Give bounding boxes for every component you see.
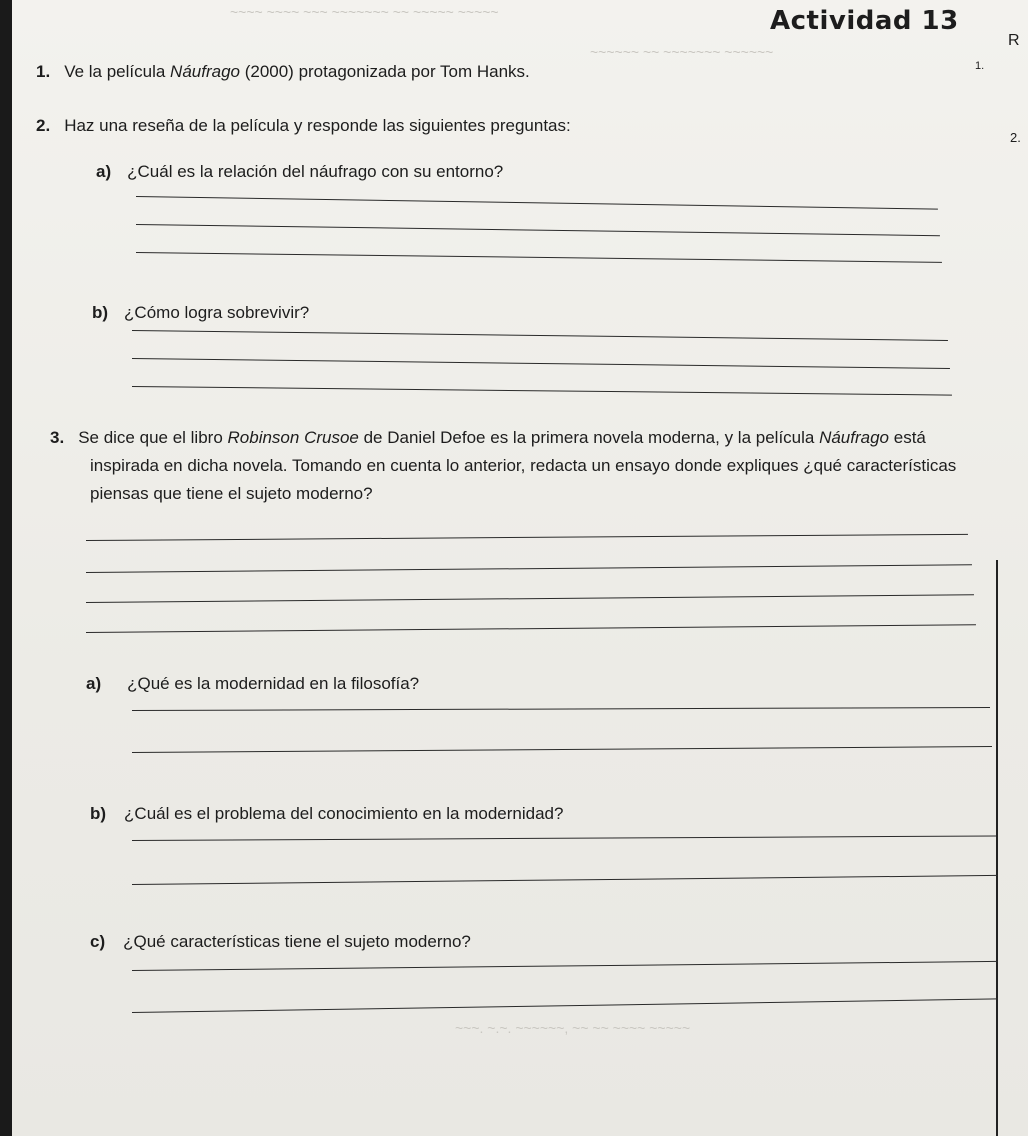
question-2: 2. Haz una reseña de la película y responde las siguientes preguntas:	[36, 116, 571, 135]
question-letter: a)	[86, 674, 102, 693]
bleed-through-text: ~~~~ ~~~~ ~~~ ~~~~~~~ ~~ ~~~~~ ~~~~~	[230, 4, 499, 20]
answer-line[interactable]	[86, 624, 976, 633]
answer-line[interactable]	[132, 961, 998, 971]
question-letter: c)	[90, 932, 106, 951]
margin-number: 1.	[975, 60, 985, 72]
question-2a: a) ¿Cuál es la relación del náufrago con su entorno?	[96, 162, 504, 181]
answer-line[interactable]	[132, 707, 990, 711]
question-number: 1.	[36, 62, 51, 81]
question-number: 3.	[50, 428, 65, 447]
page-title: Actividad 13	[770, 6, 959, 36]
binding-edge	[0, 0, 12, 1136]
question-3b: b) ¿Cuál es el problema del conocimiento en la modernidad?	[90, 804, 564, 823]
answer-line[interactable]	[86, 534, 968, 541]
answer-line[interactable]	[132, 330, 948, 341]
question-3: 3. Se dice que el libro Robinson Crusoe de Daniel Defoe es la primera novela moderna, y la película Náufrago está inspirada en dicha novela. Tomando en cuenta lo anterior, redacta un ensayo donde expliques ¿qué características piensas que tiene el sujeto moderno?	[50, 428, 957, 503]
bleed-through-text: ~~~~~~ ~~ ~~~~~~~ ~~~~~~	[590, 44, 774, 60]
answer-line[interactable]	[86, 594, 974, 603]
page-edge-border	[996, 560, 1028, 1136]
question-letter: a)	[96, 162, 112, 181]
answer-line[interactable]	[136, 196, 938, 210]
question-3c: c) ¿Qué características tiene el sujeto moderno?	[90, 932, 471, 951]
answer-line[interactable]	[86, 564, 972, 573]
answer-line[interactable]	[132, 875, 998, 885]
question-3a: a) ¿Qué es la modernidad en la filosofía?	[86, 674, 420, 693]
question-2b: b) ¿Cómo logra sobrevivir?	[92, 303, 310, 322]
question-number: 2.	[36, 116, 51, 135]
answer-line[interactable]	[136, 252, 942, 263]
answer-line[interactable]	[136, 224, 940, 236]
margin-letter: R	[1008, 32, 1020, 49]
margin-number: 2.	[1010, 130, 1021, 145]
answer-line[interactable]	[132, 835, 996, 841]
bleed-through-text: ~~~. ~.~. ~~~~~~, ~~ ~~ ~~~~ ~~~~~	[455, 1020, 691, 1036]
film-title: Náufrago	[819, 428, 890, 447]
answer-line[interactable]	[132, 746, 992, 753]
book-title: Robinson Crusoe	[227, 428, 359, 447]
question-letter: b)	[92, 303, 109, 322]
question-1: 1. Ve la película Náufrago (2000) protagonizada por Tom Hanks.	[36, 62, 530, 81]
answer-line[interactable]	[132, 358, 950, 369]
question-letter: b)	[90, 804, 107, 823]
answer-line[interactable]	[132, 998, 998, 1013]
answer-line[interactable]	[132, 386, 952, 396]
film-title: Náufrago	[170, 62, 240, 81]
